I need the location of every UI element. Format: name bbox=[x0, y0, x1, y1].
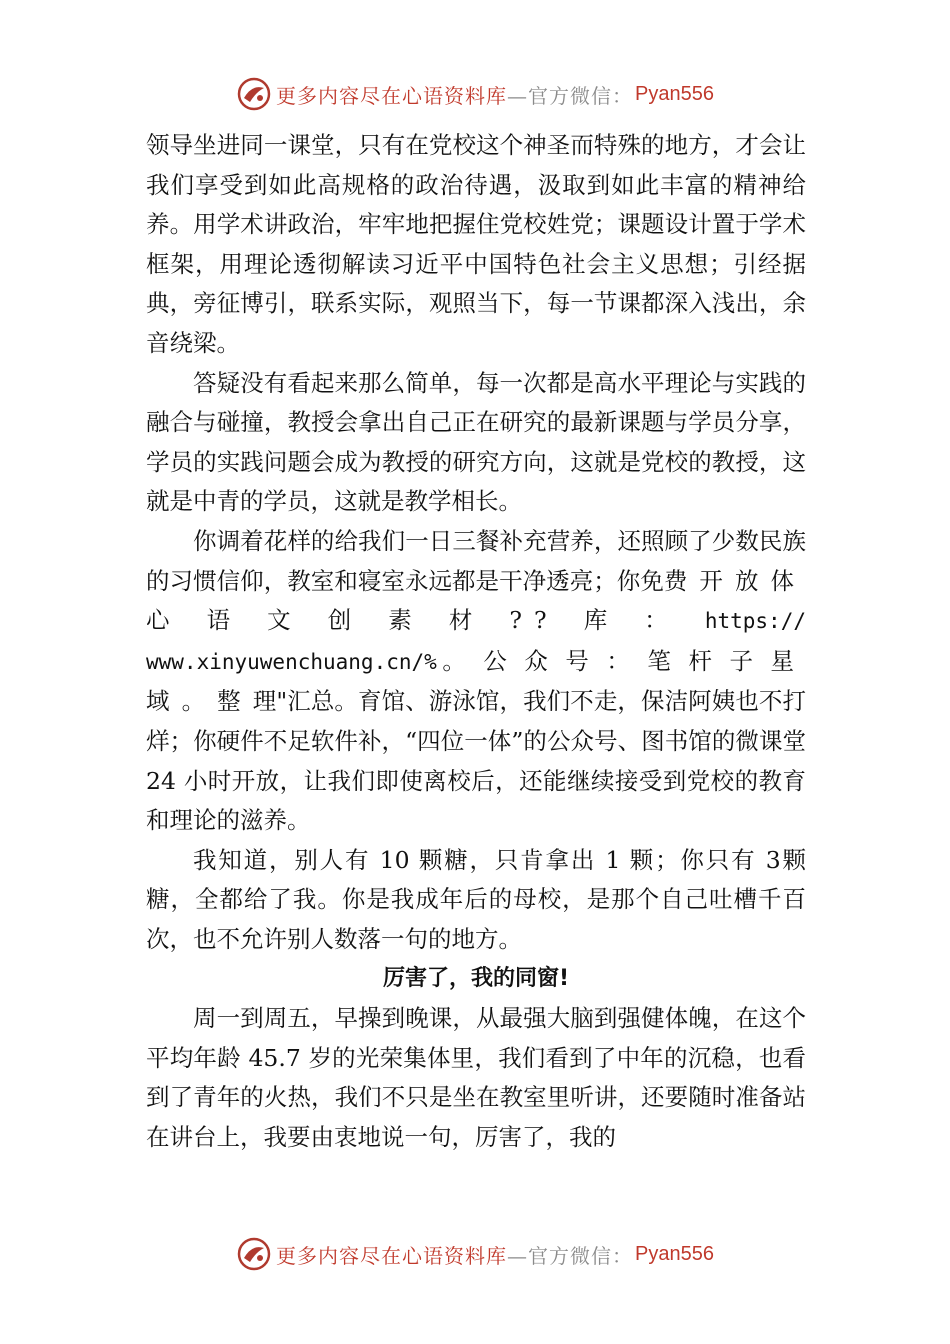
url-text: https:// bbox=[704, 609, 806, 634]
text-line: 会让我们享受到如此高规格的政治待遇，汲取到如此丰富的 bbox=[146, 131, 807, 199]
banner-gray-text: —官方微信： bbox=[507, 1243, 634, 1268]
text-line: 课都深入浅出，余音绕梁。 bbox=[146, 289, 807, 357]
banner-gray-text: —官方微信： bbox=[507, 83, 634, 108]
document-body bbox=[146, 126, 806, 1157]
banner-red-text: 更多内容尽在心语资料库 bbox=[276, 83, 508, 108]
text-line: 。公众号：笔杆子星域。整 bbox=[146, 646, 806, 716]
text-line: 员分享，学员的实践问题会成为教授的研究方向，这就是党 bbox=[146, 408, 807, 476]
text-line: 领导坐进同一课堂，只有在党校这个神圣而特殊的地方，才 bbox=[146, 131, 759, 159]
text-line: 费开放体心语文创素材??库： bbox=[146, 566, 807, 635]
text-line: 践的融合与碰撞，教授会拿出自己正在研究的最新课题与学 bbox=[146, 368, 807, 437]
paragraph-5 bbox=[146, 999, 806, 1157]
text-line: 你硬件不足软件补，“四位一体”的公众号、图书馆的微 bbox=[193, 726, 759, 755]
text-line: 理"汇总。育馆、游泳馆，我们不走，保洁阿姨也不打烊； bbox=[146, 687, 807, 755]
text-line: 稳，也看到了青年的火热，我们不只是坐在教室里听讲，还 bbox=[146, 1043, 807, 1112]
paragraph-3 bbox=[146, 522, 806, 841]
text-line: 课堂 24 小时开放，让我们即使离校后，还能继续接受到 bbox=[146, 726, 807, 795]
text-line: 要随时准备站在讲台上，我要由衷地说一句，厉害了，我的 bbox=[146, 1083, 807, 1151]
banner-wechat-id: Pyan556 bbox=[635, 1242, 714, 1265]
text-line: 思想；引经据典，旁征博引，联系实际，观照当下，每一节 bbox=[146, 249, 807, 318]
text-line: 周一到周五，早操到晚课，从最强大脑到强健体魄，在 bbox=[193, 1004, 759, 1033]
paragraph-4 bbox=[146, 841, 806, 960]
text-line: 党校的教育和理论的滋养。 bbox=[146, 766, 807, 835]
text-line: 我知道，别人有 10 颗糖，只肯拿出 1 颗；你只有 3 bbox=[193, 845, 781, 874]
text-line: 这个平均年龄 45.7 岁的光荣集体里，我们看到了中年的沉 bbox=[146, 1004, 807, 1072]
text-line: 计置于学术框架，用理论透彻解读习近平中国特色社会主义 bbox=[146, 210, 806, 278]
text-line: 数民族的习惯信仰，教室和寝室永远都是干净透亮；你免 bbox=[146, 526, 807, 595]
section-heading: 厉害了，我的同窗! bbox=[382, 966, 570, 992]
paragraph-2 bbox=[146, 364, 806, 522]
text-line: 千百次，也不允许别人数落一句的地方。 bbox=[146, 885, 807, 953]
text-line: 校的教授，这就是中青的学员，这就是教学相长。 bbox=[146, 447, 807, 516]
text-line: 答疑没有看起来那么简单，每一次都是高水平理论与实 bbox=[193, 368, 759, 397]
header-banner bbox=[0, 74, 950, 114]
footer-banner bbox=[0, 1234, 950, 1274]
banner-wechat-id: Pyan556 bbox=[635, 82, 714, 105]
text-line: 颗糖，全都给了我。你是我成年后的母校，是那个自己吐槽 bbox=[146, 845, 807, 914]
paragraph-1 bbox=[146, 126, 806, 364]
banner-red-text: 更多内容尽在心语资料库 bbox=[276, 1243, 508, 1268]
text-line: 你调着花样的给我们一日三餐补充营养，还照顾了少 bbox=[193, 526, 736, 555]
logo-icon bbox=[236, 76, 272, 112]
text-line: 精神给养。用学术讲政治，牢牢地把握住党校姓党；课题设 bbox=[146, 170, 807, 239]
url-text: www.xinyuwenchuang.cn/% bbox=[146, 649, 437, 674]
logo-icon bbox=[236, 1236, 272, 1272]
